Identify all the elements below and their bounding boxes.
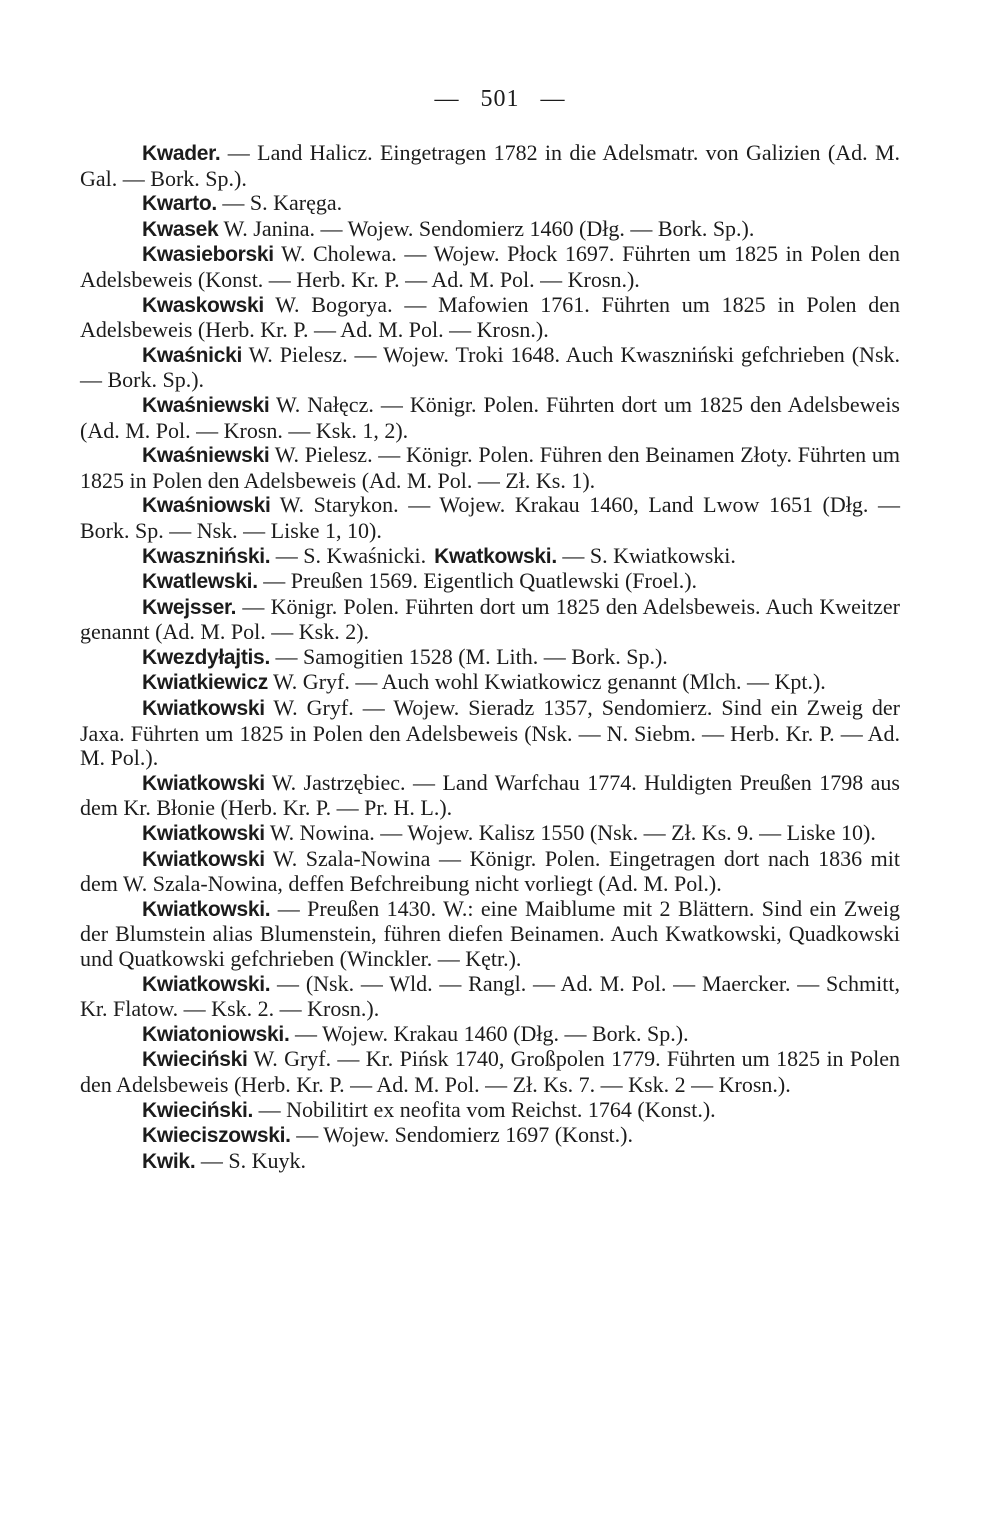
entry-kwader: [80, 141, 900, 191]
entry-kwiecinski-gryf: [80, 1047, 900, 1097]
entry-text: W. Szala-Nowina — Königr. Polen. Eingetragen dort nach 1836 mit dem W. Szala-Nowina, deffen Befchreibung nicht vorliegt (Ad. M. Pol.).: [80, 845, 900, 897]
entry-headword: Kwik.: [142, 1149, 196, 1173]
entry-text: — Nobilitirt ex neofita vom Reichst. 1764 (Konst.).: [253, 1096, 716, 1122]
entry-headword: Kwieciński: [142, 1048, 248, 1072]
page-number: 501: [480, 86, 520, 112]
entry-headword: Kwiatkowski.: [142, 897, 271, 921]
entry-text: — Preußen 1430. W.: eine Maiblume mit 2 Blättern. Sind ein Zweig der Blumstein alias Blumenstein, führen diefen Beinamen. Auch Kwatkowski, Quadkowski und Quatkowski gefchrieben (Winckler. — Kętr.).: [80, 895, 900, 971]
entry-headword: Kwiatkowski.: [142, 972, 271, 996]
entry-text: — Wojew. Krakau 1460 (Dłg. — Bork. Sp.).: [289, 1020, 689, 1046]
entry-kwejsser: [80, 595, 900, 645]
entry-headword: Kwiatkowski: [142, 697, 265, 721]
entry-text: W. Gryf. — Auch wohl Kwiatkowicz genannt (Mlch. — Kpt.).: [267, 669, 826, 695]
entry-text: — Land Halicz. Eingetragen 1782 in die Adelsmatr. von Galizien (Ad. M. Gal. — Bork. Sp.).: [80, 140, 900, 191]
entry-headword: Kwezdyłajtis.: [142, 645, 270, 669]
entry-text: — (Nsk. — Wld. — Rangl. — Ad. M. Pol. — Maercker. — Schmitt, Kr. Flatow. — Ksk. 2. — Krosn.).: [80, 970, 900, 1022]
entry-kwiatkowski-jastrzebiec: [80, 771, 900, 821]
entry-headword: Kwiatoniowski.: [142, 1022, 290, 1046]
entry-text: W. Bogorya. — Mafowien 1761. Führten um 1825 in Polen den Adelsbeweis (Herb. Kr. P. — Ad. M. Pol. — Krosn.).: [80, 291, 900, 343]
entry-headword: Kwatlewski.: [142, 570, 258, 594]
page-header-dash-right: —: [540, 86, 566, 112]
entry-kwasniowski: [80, 493, 900, 543]
entry-text: W. Gryf. — Kr. Pińsk 1740, Großpolen 1779. Führten um 1825 in Polen den Adelsbeweis (Herb. Kr. P. — Ad. M. Pol. — Zł. Ks. 7. — Ksk. 2 — Krosn.).: [80, 1046, 900, 1097]
entry-text: — S. Kwaśnicki.: [270, 542, 427, 568]
entry-kwiatkowski-nsk: [80, 972, 900, 1022]
entry-headword: Kwiatkowski: [142, 771, 265, 795]
entry-headword: Kwejsser.: [142, 595, 237, 619]
entry-headword: Kwieciszowski.: [142, 1124, 291, 1148]
entry-text: — Wojew. Sendomierz 1697 (Konst.).: [290, 1122, 633, 1148]
entry-text: W. Pielesz. — Königr. Polen. Führen den Beinamen Złoty. Führten um 1825 in Polen den Adelsbeweis (Ad. M. Pol. — Zł. Ks. 1).: [80, 442, 900, 493]
entry-text: — Preußen 1569. Eigentlich Quatlewski (Froel.).: [257, 568, 698, 594]
entry-text: — Samogitien 1528 (M. Lith. — Bork. Sp.).: [269, 643, 668, 669]
entry-kwasniewski-nalecz: [80, 393, 900, 443]
entry-text: W. Gryf. — Wojew. Sieradz 1357, Sendomierz. Sind ein Zweig der Jaxa. Führten um 1825 in Polen den Adelsbeweis (Nsk. — N. Siebm. — Herb. Kr. P. — Ad. M. Pol.).: [80, 695, 900, 771]
entry-headword: Kwieciński.: [142, 1098, 254, 1122]
entry-headword: Kwaskowski: [142, 293, 264, 317]
entry-kwieciszowski: [80, 1123, 900, 1149]
entry-kwasieborski: [80, 242, 900, 292]
entry-kwiatkowski-gryf: [80, 696, 900, 771]
entry-text: W. Jastrzębiec. — Land Warfchau 1774. Huldigten Preußen 1798 aus dem Kr. Błonie (Herb. Kr. P. — Pr. H. L.).: [80, 769, 900, 821]
entry-headword: Kwiatkiewicz: [142, 671, 268, 695]
page-header: [0, 86, 1000, 113]
entry-text: — S. Kwiatkowski.: [556, 542, 736, 568]
entry-kwiatkiewicz: [80, 670, 900, 696]
entry-text: W. Pielesz. — Wojew. Troki 1648. Auch Kwaszniński gefchrieben (Nsk. — Bork. Sp.).: [80, 341, 900, 393]
entry-kwezdylajtis: [80, 645, 900, 671]
entry-headword: Kwaśnicki: [142, 343, 243, 367]
entry-headword: Kwarto.: [142, 192, 217, 216]
entry-headword: Kwasieborski: [142, 243, 274, 267]
entry-text: — Königr. Polen. Führten dort um 1825 den Adelsbeweis. Auch Kweitzer genannt (Ad. M. Pol. — Ksk. 2).: [80, 593, 900, 645]
entry-kwasniewski-pielesz: [80, 443, 900, 493]
entry-text: W. Starykon. — Wojew. Krakau 1460, Land Lwow 1651 (Dłg. — Bork. Sp. — Nsk. — Liske 1, 10).: [80, 492, 900, 543]
entry-kwik: [80, 1149, 900, 1175]
entry-headword: Kwader.: [142, 142, 221, 165]
dictionary-entries: [80, 141, 900, 1174]
entry-kwiatkowski-nowina: [80, 821, 900, 847]
entry-kwatlewski: [80, 569, 900, 595]
entry-text: W. Cholewa. — Wojew. Płock 1697. Führten um 1825 in Polen den Adelsbeweis (Konst. — Herb. Kr. P. — Ad. M. Pol. — Krosn.).: [80, 241, 900, 292]
entry-kwiatkowski-preussen: [80, 897, 900, 972]
entry-text: W. Nałęcz. — Königr. Polen. Führten dort um 1825 den Adelsbeweis (Ad. M. Pol. — Krosn. — Ksk. 1, 2).: [80, 391, 900, 443]
entry-kwarto: [80, 191, 900, 217]
entry-text: W. Janina. — Wojew. Sendomierz 1460 (Dłg. — Bork. Sp.).: [218, 215, 755, 241]
entry-kwiecinski-neofita: [80, 1098, 900, 1124]
entry-headword: Kwaśniewski: [142, 393, 270, 417]
entry-kwaskowski: [80, 293, 900, 343]
entry-text: — S. Karęga.: [216, 190, 343, 216]
entry-headword: Kwaśniewski: [142, 444, 270, 468]
entry-kwasek: [80, 217, 900, 243]
entry-text: W. Nowina. — Wojew. Kalisz 1550 (Nsk. — Zł. Ks. 9. — Liske 10).: [264, 820, 876, 846]
entry-headword: Kwatkowski.: [434, 544, 557, 568]
entry-headword: Kwaśniowski: [142, 494, 271, 518]
entry-headword: Kwiatkowski: [142, 822, 265, 846]
entry-kwaszninski: [80, 544, 900, 570]
entry-headword: Kwasek: [142, 217, 219, 241]
entry-kwasnicki: [80, 343, 900, 393]
page-header-dash-left: —: [434, 86, 460, 112]
entry-kwiatkowski-szala-nowina: [80, 847, 900, 897]
entry-headword: Kwiatkowski: [142, 847, 265, 871]
entry-headword: Kwaszniński.: [142, 544, 271, 568]
entry-kwiatoniowski: [80, 1022, 900, 1048]
entry-text: — S. Kuyk.: [195, 1147, 306, 1173]
